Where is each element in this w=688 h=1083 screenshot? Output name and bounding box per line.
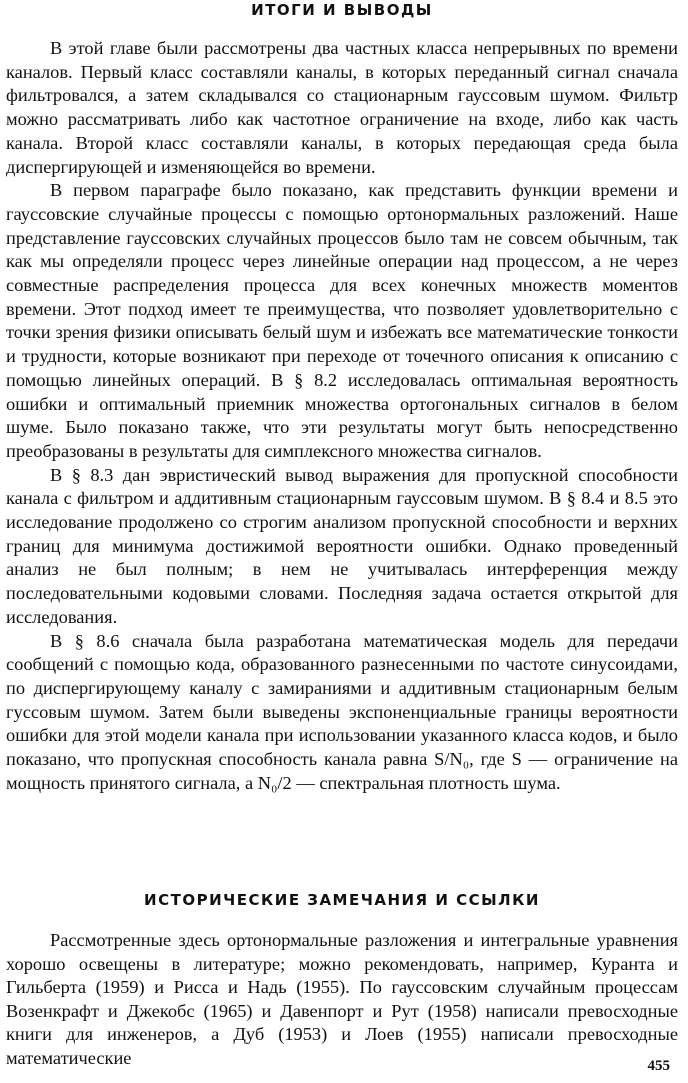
history-text	[6, 929, 678, 1071]
paragraph: В § 8.6 сначала была разработана математическая модель для передачи сообщений с помощью кода, образованного разнесенными по частоте синусоидами, по диспергирующему каналу с замираниями и аддитивным стационарным белым гуссовым шумом. Затем были выведены экспоненциальные границы вероятности ошибки для этой модели канала при использовании указанного класса кодов, и было показано, что пропускная способность канала равна S/N₀, где S — ограничение на мощность принятого сигнала, а N₀/2 — спектральная плотность шума.	[6, 630, 678, 793]
paragraph: В § 8.3 дан эвристический вывод выражения для пропускной способности канала с фильтром и аддитивным стационарным гауссовым шумом. В § 8.4 и 8.5 это исследование продолжено со строгим анализом пропускной способности и верхних границ для минимума достижимой вероятности ошибки. Однако проведенный анализ не был полным; в нем не учитывалась интерференция между последовательными кодовыми словами. Последняя задача остается открытой для исследования.	[6, 464, 678, 627]
page-number: 455	[647, 1058, 670, 1074]
summary-text	[6, 37, 678, 796]
paragraph: В первом параграфе было показано, как представить функции времени и гауссовские случайные процессы с помощью ортонормальных разложений. Наше представление гауссовских случайных процессов было там не совсем обычным, так как мы определяли процесс через линейные операции над процессом, а не через совместные распределения процесса для всех конечных множеств моментов времени. Этот подход имеет те преимущества, что позволяет удовлетворительно с точки зрения физики описывать белый шум и избежать все математические тонкости и трудности, которые возникают при переходе от точечного описания к описанию с помощью линейных операций. В § 8.2 исследовалась оптимальная вероятность ошибки и оптимальный приемник множества ортогональных сигналов в белом шуме. Было показано также, что эти результаты могут быть непосредственно преобразованы в результаты для симплексного множества сигналов.	[6, 180, 678, 461]
section-heading-history: ИСТОРИЧЕСКИЕ ЗАМЕЧАНИЯ И ССЫЛКИ	[144, 891, 540, 909]
paragraph: В этой главе были рассмотрены два частных класса непрерывных по времени каналов. Первый класс составляли каналы, в которых переданный сигнал сначала фильтровался, а затем складывался со стационарным гауссовым шумом. Фильтр можно рассматривать либо как частотное ограничение на входе, либо как часть канала. Второй класс составляли каналы, в которых передающая среда была диспергирующей и изменяющейся во времени.	[6, 38, 678, 177]
section-heading-summary: ИТОГИ И ВЫВОДЫ	[251, 1, 433, 19]
paragraph: Рассмотренные здесь ортонормальные разложения и интегральные уравнения хорошо освещены в литературе; можно рекомендовать, например, Куранта и Гильберта (1959) и Рисса и Надь (1955). По гауссовским случайным процессам Возенкрафт и Джекобс (1965) и Давенпорт и Рут (1958) написали превосходные книги для инженеров, а Дуб (1953) и Лоев (1955) написали превосходные математические	[6, 930, 678, 1068]
